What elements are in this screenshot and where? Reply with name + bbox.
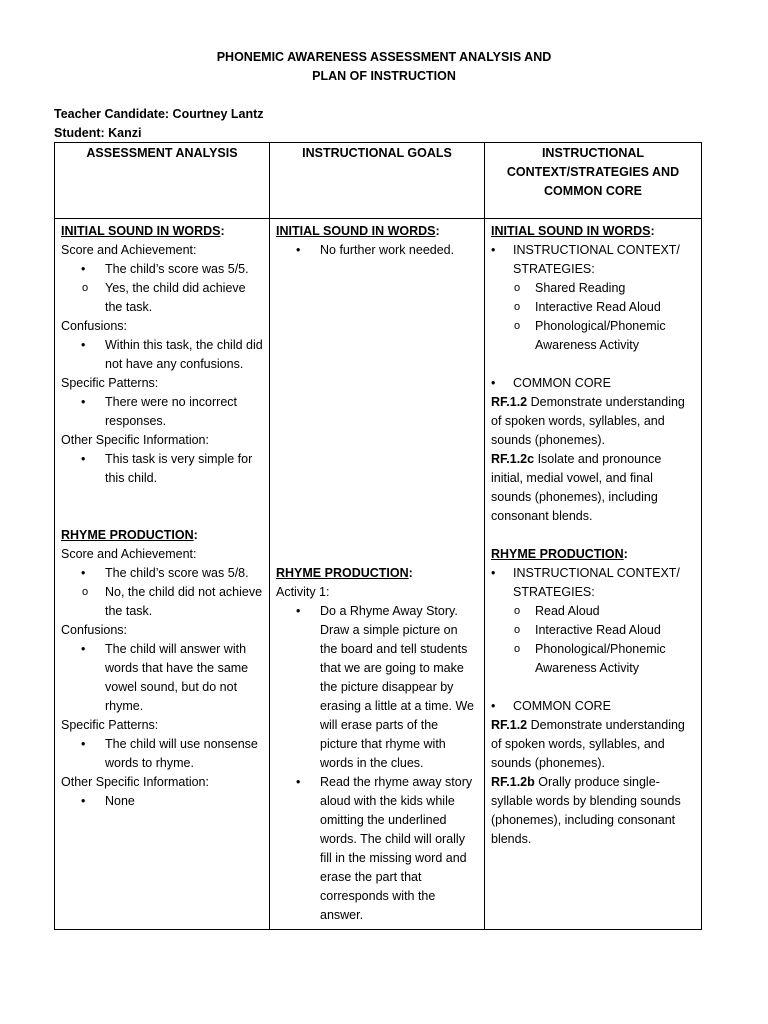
initial-sound-heading: INITIAL SOUND IN WORDS: [61,224,225,238]
list-item: • INSTRUCTIONAL CONTEXT/ STRATEGIES: [513,241,695,279]
standard-text: RF.1.2 Demonstrate understanding of spoken words, syllables, and sounds (phonemes). [491,395,685,447]
score-label: Score and Achievement: [61,243,197,257]
document-title-line2: PLAN OF INSTRUCTION [312,69,456,83]
list-item: • The child’s score was 5/8. [105,564,263,583]
activity-label: Activity 1: [276,585,330,599]
instructional-goals-cell [270,219,485,930]
list [491,241,695,279]
list-item: o Phonological/Phonemic Awareness Activity [535,640,695,678]
rhyme-production-heading: RHYME PRODUCTION: [276,566,413,580]
plan-table [54,142,702,930]
list-item: • INSTRUCTIONAL CONTEXT/ STRATEGIES: [513,564,695,602]
list [61,640,263,716]
confusions-label: Confusions: [61,319,128,333]
assessment-analysis-cell [55,219,270,930]
patterns-label: Specific Patterns: [61,376,159,390]
list [276,241,478,260]
list-item: o Shared Reading [535,279,695,298]
list-item: • Within this task, the child did not have any confusions. [105,336,263,374]
list [61,260,263,317]
list-item: o Phonological/Phonemic Awareness Activity [535,317,695,355]
teacher-candidate: Teacher Candidate: Courtney Lantz [54,107,264,121]
other-info-label: Other Specific Information: [61,433,209,447]
list-item: • No further work needed. [320,241,478,260]
list-item: • COMMON CORE [513,374,695,393]
list-item: o Yes, the child did achieve the task. [105,279,263,317]
table-row [55,219,702,930]
list-item: • The child will use nonsense words to rhyme. [105,735,263,773]
list [491,564,695,602]
list [61,336,263,374]
list [61,393,263,431]
list-item: o Read Aloud [535,602,695,621]
standard-text: RF.1.2c Isolate and pronounce initial, medial vowel, and final sounds (phonemes), including consonant blends. [491,452,662,523]
list [61,564,263,621]
header-assessment-analysis: ASSESSMENT ANALYSIS [55,143,270,219]
list-item: o Interactive Read Aloud [535,298,695,317]
initial-sound-heading: INITIAL SOUND IN WORDS: [276,224,440,238]
list [61,792,263,811]
list [61,735,263,773]
document-title-line1: PHONEMIC AWARENESS ASSESSMENT ANALYSIS AND [216,50,552,64]
standard-text: RF.1.2 Demonstrate understanding of spoken words, syllables, and sounds (phonemes). [491,718,685,770]
list-item: o No, the child did not achieve the task. [105,583,263,621]
standard-text: RF.1.2b Orally produce single-syllable words by blending sounds (phonemes), including consonant blends. [491,775,681,846]
score-label: Score and Achievement: [61,547,197,561]
list-item: o Interactive Read Aloud [535,621,695,640]
header-instructional-context: INSTRUCTIONAL CONTEXT/STRATEGIES AND COMMON CORE [485,143,702,219]
student-name: Student: Kanzi [54,126,142,140]
rhyme-production-heading: RHYME PRODUCTION: [61,528,198,542]
list-item: • The child will answer with words that have the same vowel sound, but do not rhyme. [105,640,263,716]
list-item: • Do a Rhyme Away Story. Draw a simple picture on the board and tell students that we are going to make the picture disappear by erasing a little at a time. We will erase parts of the picture that rhyme with words in the clues. [320,602,478,773]
header-instructional-goals: INSTRUCTIONAL GOALS [270,143,485,219]
other-info-label: Other Specific Information: [61,775,209,789]
strategy-list [491,602,695,678]
list-item: • None [105,792,263,811]
list-item: • There were no incorrect responses. [105,393,263,431]
list-item: • The child’s score was 5/5. [105,260,263,279]
list-item: • Read the rhyme away story aloud with the kids while omitting the underlined words. The child will orally fill in the missing word and erase the part that corresponds with the answer. [320,773,478,925]
list-item: • This task is very simple for this child. [105,450,263,488]
list [276,602,478,925]
list-item: • COMMON CORE [513,697,695,716]
initial-sound-heading: INITIAL SOUND IN WORDS: [491,224,655,238]
rhyme-production-heading: RHYME PRODUCTION: [491,547,628,561]
patterns-label: Specific Patterns: [61,718,159,732]
instructional-context-cell [485,219,702,930]
list [491,697,695,716]
confusions-label: Confusions: [61,623,128,637]
list [491,374,695,393]
list [61,450,263,488]
strategy-list [491,279,695,355]
header-row [55,143,702,219]
